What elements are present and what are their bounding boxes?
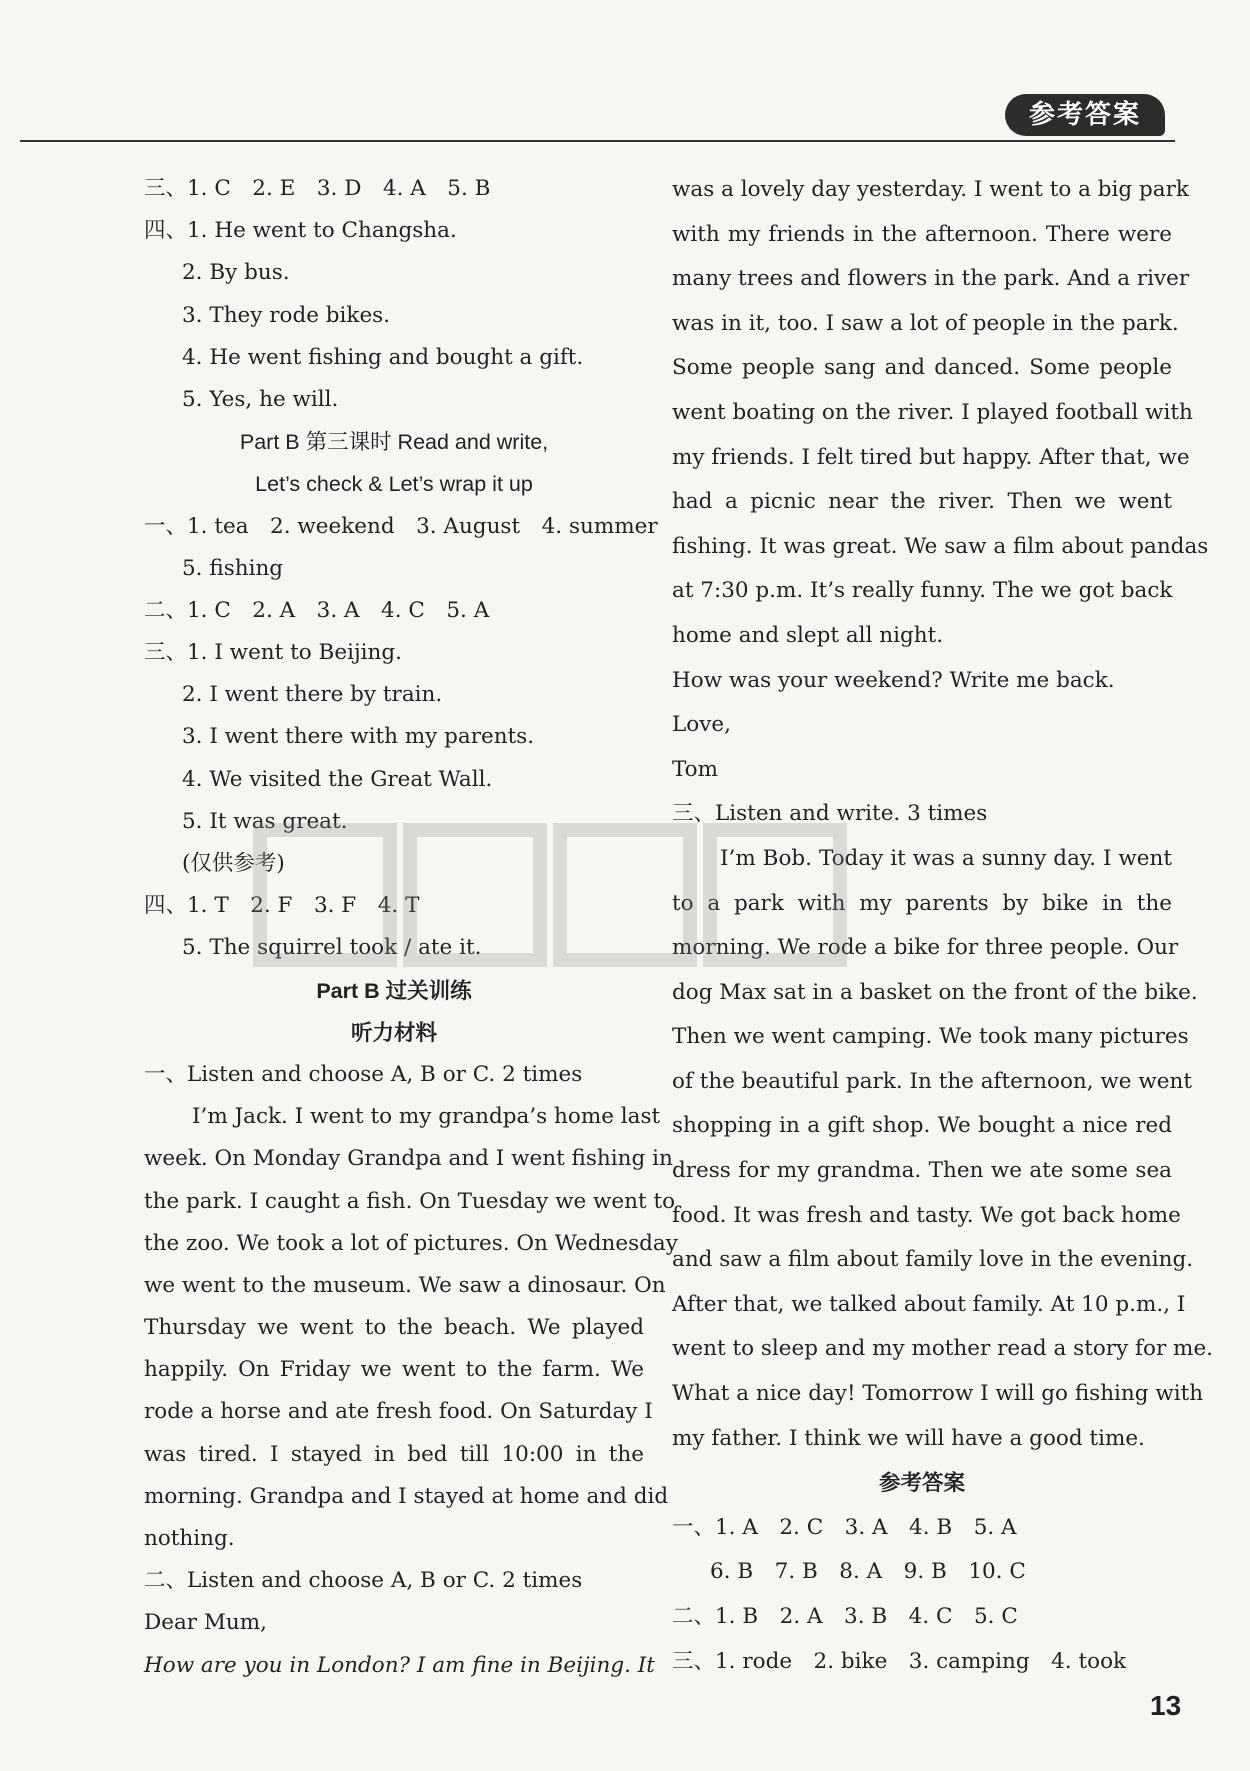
text-line: 2. I went there by train. bbox=[182, 682, 443, 708]
text-line: my father. I think we will have a good time. bbox=[672, 1425, 1145, 1451]
text-line: Tom bbox=[672, 756, 719, 782]
text-line: 一、1. A 2. C 3. A 4. B 5. A bbox=[672, 1514, 1017, 1540]
text-line: 4. We visited the Great Wall. bbox=[182, 766, 493, 792]
text-line: was in it, too. I saw a lot of people in the park. bbox=[672, 310, 1179, 336]
text-line: (仅供参考) bbox=[182, 851, 285, 876]
text-line: 5. Yes, he will. bbox=[182, 386, 339, 412]
text-line: 二、1. B 2. A 3. B 4. C 5. C bbox=[672, 1604, 1018, 1629]
text-line: 5. It was great. bbox=[182, 808, 348, 834]
text-line: Let’s check & Let’s wrap it up bbox=[255, 472, 533, 497]
text-line: to a park with my parents by bike in the bbox=[672, 890, 1172, 916]
text-line: 一、Listen and choose A, B or C. 2 times bbox=[144, 1061, 583, 1087]
text-line: 二、Listen and choose A, B or C. 2 times bbox=[144, 1568, 583, 1594]
text-line: shopping in a gift shop. We bought a nice red bbox=[672, 1113, 1172, 1139]
text-line: 三、1. I went to Beijing. bbox=[144, 640, 402, 666]
text-line: 一、1. tea 2. weekend 3. August 4. summer bbox=[144, 513, 658, 539]
text-line: Part B 过关训练 bbox=[316, 978, 472, 1003]
text-line: 6. B 7. B 8. A 9. B 10. C bbox=[710, 1559, 1026, 1585]
text-line: Some people sang and danced. Some people bbox=[672, 355, 1172, 381]
right-column bbox=[672, 168, 1214, 1684]
text-line: I’m Jack. I went to my grandpa’s home last bbox=[192, 1104, 661, 1130]
text-line: nothing. bbox=[144, 1526, 235, 1551]
text-line: morning. We rode a bike for three people. Our bbox=[672, 935, 1179, 961]
text-line: was tired. I stayed in bed till 10:00 in the bbox=[144, 1441, 644, 1467]
text-line: After that, we talked about family. At 10 p.m., I bbox=[672, 1291, 1186, 1317]
text-line: 听力材料 bbox=[350, 1020, 437, 1045]
text-line: rode a horse and ate fresh food. On Saturday I bbox=[144, 1399, 653, 1425]
text-line: How are you in London? I am fine in Beijing. It bbox=[144, 1652, 655, 1678]
text-line: 3. I went there with my parents. bbox=[182, 724, 535, 750]
text-line: 4. He went fishing and bought a gift. bbox=[182, 344, 584, 370]
text-line: food. It was fresh and tasty. We got back home bbox=[672, 1202, 1181, 1228]
text-line: many trees and flowers in the park. And a river bbox=[672, 266, 1190, 292]
text-line: was a lovely day yesterday. I went to a big park bbox=[672, 177, 1189, 202]
section-tag: 参考答案 bbox=[1005, 94, 1165, 136]
text-line: the park. I caught a fish. On Tuesday we went to bbox=[144, 1188, 676, 1214]
text-line: went boating on the river. I played football with bbox=[672, 399, 1193, 425]
text-line: 5. fishing bbox=[182, 555, 284, 581]
text-line: dog Max sat in a basket on the front of the bike. bbox=[672, 979, 1198, 1005]
left-column bbox=[144, 168, 678, 1687]
text-line: morning. Grandpa and I stayed at home and did bbox=[144, 1483, 669, 1509]
text-line: we went to the museum. We saw a dinosaur. On bbox=[144, 1272, 666, 1298]
text-line: 二、1. C 2. A 3. A 4. C 5. A bbox=[144, 597, 490, 623]
text-line: How was your weekend? Write me back. bbox=[672, 667, 1115, 693]
text-line: 参考答案 bbox=[878, 1471, 965, 1496]
text-line: and saw a film about family love in the evening. bbox=[672, 1247, 1194, 1273]
text-line: Thursday we went to the beach. We played bbox=[144, 1315, 644, 1341]
text-line: had a picnic near the river. Then we went bbox=[672, 489, 1172, 515]
text-line: I’m Bob. Today it was a sunny day. I went bbox=[720, 845, 1172, 871]
text-line: week. On Monday Grandpa and I went fishing in bbox=[144, 1146, 673, 1172]
text-line: happily. On Friday we went to the farm. We bbox=[144, 1357, 644, 1383]
text-line: at 7:30 p.m. It’s really funny. The we got back bbox=[672, 578, 1173, 604]
text-line: 2. By bus. bbox=[182, 260, 290, 286]
text-line: home and slept all night. bbox=[672, 622, 944, 648]
text-line: 5. The squirrel took / ate it. bbox=[182, 935, 482, 961]
text-line: went to sleep and my mother read a story for me. bbox=[672, 1336, 1214, 1362]
text-line: my friends. I felt tired but happy. After that, we bbox=[672, 444, 1190, 470]
text-line: Part B 第三课时 Read and write, bbox=[239, 430, 549, 455]
text-line: of the beautiful park. In the afternoon, we went bbox=[672, 1068, 1192, 1094]
text-line: 四、1. He went to Changsha. bbox=[144, 218, 457, 244]
text-line: dress for my grandma. Then we ate some sea bbox=[672, 1158, 1172, 1184]
text-line: What a nice day! Tomorrow I will go fishing with bbox=[672, 1381, 1204, 1407]
text-line: with my friends in the afternoon. There were bbox=[672, 221, 1172, 247]
text-line: Then we went camping. We took many pictures bbox=[672, 1024, 1189, 1050]
text-line: Dear Mum, bbox=[144, 1610, 267, 1636]
text-line: 3. They rode bikes. bbox=[182, 302, 391, 328]
text-line: 三、1. rode 2. bike 3. camping 4. took bbox=[672, 1648, 1127, 1674]
text-line: 三、Listen and write. 3 times bbox=[672, 801, 988, 827]
text-line: 三、1. C 2. E 3. D 4. A 5. B bbox=[144, 176, 491, 201]
text-line: the zoo. We took a lot of pictures. On Wednesday bbox=[144, 1230, 678, 1256]
text-line: fishing. It was great. We saw a film about pandas bbox=[672, 533, 1209, 559]
text-line: 四、1. T 2. F 3. F 4. T bbox=[144, 893, 420, 919]
page-number: 13 bbox=[1150, 1690, 1182, 1721]
text-line: Love, bbox=[672, 712, 731, 738]
header-rule bbox=[20, 140, 1175, 142]
